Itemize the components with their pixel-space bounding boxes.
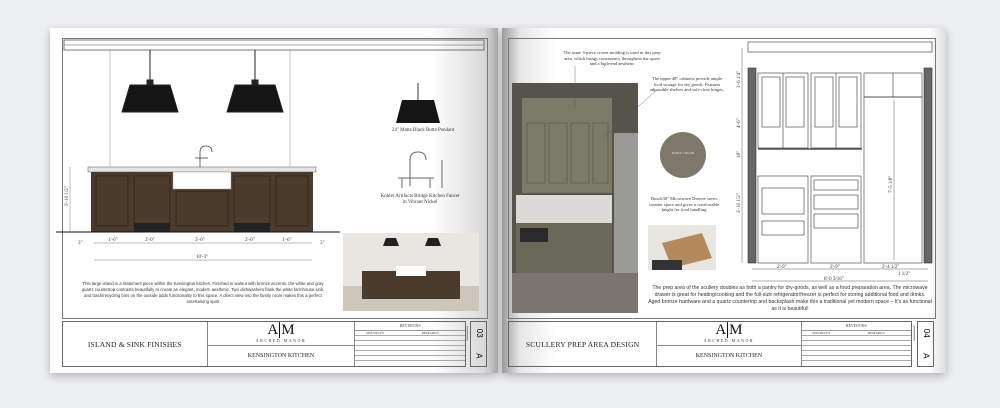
farmhouse-sink — [173, 172, 231, 189]
dim-label: 2'-9" — [777, 265, 787, 270]
sheet-tag — [917, 321, 934, 367]
dim-label: 2'-0" — [245, 238, 255, 243]
microwave-note: Bosch30" Microwave Drawer saves counter space and gives a comfortable height for food handling — [648, 196, 720, 212]
brand-logo: A M ARCHED MANOR KENSINGTON KITCHEN — [208, 322, 356, 366]
pendant-caption: 24" Matte Black Butte Pendant — [391, 128, 455, 133]
countertop — [88, 167, 316, 172]
rev-col: REMARKS — [421, 331, 439, 335]
faucet — [195, 146, 212, 167]
right-page — [502, 28, 946, 373]
faucet-product-image — [398, 152, 442, 188]
dim-label: 3'-0" — [195, 238, 205, 243]
scullery-drawings — [502, 28, 946, 328]
dim-label: 3" — [320, 241, 325, 246]
dim-label: 3" — [78, 241, 83, 246]
dim-label: 7'-5 1/8" — [889, 175, 894, 193]
dim-label: 2'-4 1/2" — [882, 265, 900, 270]
title-block — [508, 321, 912, 367]
rev-col: REMARKS — [867, 331, 885, 335]
dim-label: 2'-9" — [830, 265, 840, 270]
total-dimension: 10'-3" — [196, 255, 209, 260]
project-name: KENSINGTON KITCHEN — [247, 353, 315, 359]
scullery-description: The prep area of the scullery doubles as both a pantry for dry-goods, as well as a food preparation area. The microwave drawer is great for heating/cooking and the full-size refrigerator/freezer is perfect for storing additional food and drinks. Aged bronze hardware and a quartz countertop and backsplash make this a traditional yet modern space – It's as functional as it is beautiful! — [648, 285, 932, 312]
sheet-number: 03 — [467, 326, 490, 341]
revisions-label: REVISIONS — [802, 322, 911, 331]
paint-swatch — [660, 132, 706, 178]
dim-label: 1 1/2" — [898, 272, 911, 277]
dim-label: 2'-0" — [145, 238, 155, 243]
pendant-product-image — [396, 83, 440, 123]
revisions-table — [802, 322, 911, 366]
dim-label: 1'-6" — [282, 238, 292, 243]
height-dimension: 3'-10 1/2" — [65, 186, 70, 206]
sheet-letter: A — [921, 352, 930, 358]
title-block — [62, 321, 466, 367]
rev-col: MM/DD/YY — [812, 331, 831, 335]
sheet-number: 04 — [914, 326, 937, 341]
total-dimension: 8'-0 3/16" — [824, 277, 844, 282]
sheet-letter: A — [474, 352, 483, 358]
brand-logo: A M ARCHED MANOR KENSINGTON KITCHEN — [657, 322, 801, 366]
upper-cabinets-note: The upper 48" cabinets provide ample food storage for dry goods. Features adjustable shelves and soft-close hinges. — [649, 76, 725, 92]
left-page — [50, 28, 498, 373]
pendant-light — [227, 50, 283, 112]
project-name: KENSINGTON KITCHEN — [695, 353, 763, 359]
sheet-tag — [470, 321, 487, 367]
pendant-light — [122, 50, 178, 112]
brand-name: ARCHED MANOR — [255, 338, 307, 343]
microwave-drawer-photo — [648, 225, 716, 270]
sheet-title: SCULLERY PREP AREA DESIGN — [509, 322, 657, 366]
dim-label: 18" — [737, 150, 742, 158]
island-description: This large island is a statement piece within the Kensington kitchen. Finished in walnut with bronze accents, the white and gray quartz countertop contrasts beautifully to create an elegant, modern aesthetic. Two dishwashers flank the white farmhouse sink, and trash/recycling bins on the outside adds functionality to this space. A direct view into the family room makes this a perfect entertaining spot! — [81, 281, 325, 304]
sheet-title: ISLAND & SINK FINISHES — [63, 322, 208, 366]
island-photo — [343, 233, 479, 311]
dim-label: 1'-6 1/4" — [737, 70, 742, 88]
faucet-caption: Kohler Artifacts Bridge Kitchen Faucet in Vibrant Nickel — [380, 194, 460, 205]
swatch-label: PAINT COLOR — [671, 151, 695, 155]
rev-col: MM/DD/YY — [366, 331, 385, 335]
brand-name: ARCHED MANOR — [703, 338, 755, 343]
revisions-label: REVISIONS — [355, 322, 465, 331]
crown-molding-note: The same 3-piece crown molding is used in this prep area, which brings consistency throughout the space and a high-end aesthetic — [563, 50, 661, 66]
scullery-elevation — [742, 42, 932, 281]
dim-label: 1'-6" — [108, 238, 118, 243]
dim-label: 3'-10 1/2" — [737, 193, 742, 213]
revisions-table — [355, 322, 465, 366]
dim-label: 4'-6" — [737, 118, 742, 128]
scullery-photo — [512, 83, 638, 313]
